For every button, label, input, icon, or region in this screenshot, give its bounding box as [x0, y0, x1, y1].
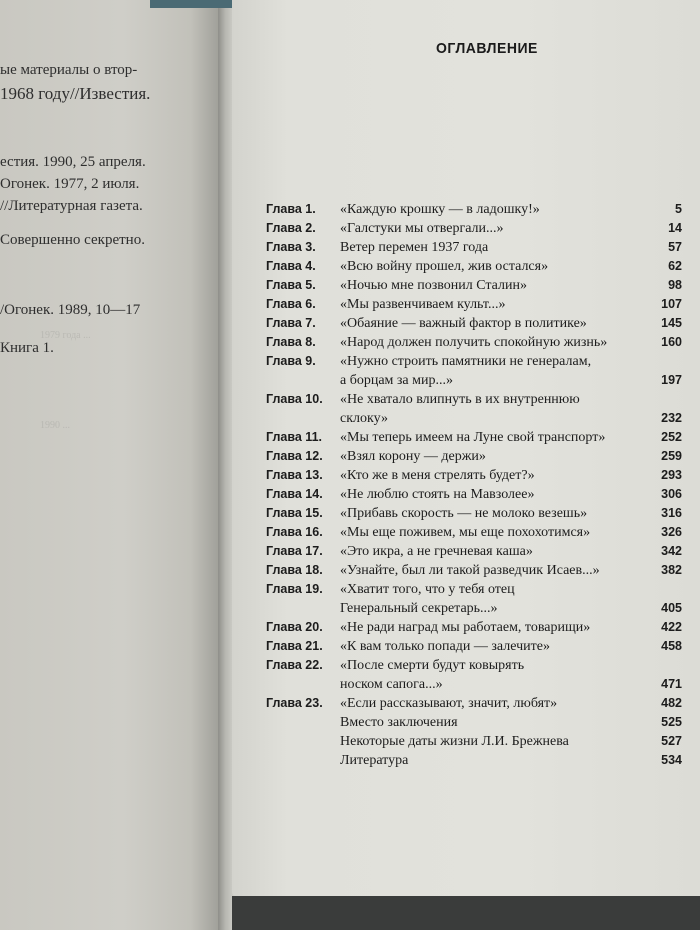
chapter-title-line: «Это икра, а не гречневая каша»: [340, 544, 533, 559]
chapter-title-line: «Не люблю стоять на Мавзолее»: [340, 487, 535, 502]
toc-entry: [266, 580, 682, 618]
chapter-title-line: «Каждую крошку — в ладошку!»: [340, 202, 540, 217]
chapter-title-line: «Обаяние — важный фактор в политике»: [340, 316, 587, 331]
chapter-title: [340, 656, 640, 694]
page-number: 527: [661, 734, 682, 748]
chapter-number: Глава 14.: [266, 487, 323, 501]
toc-entry: [266, 637, 682, 656]
chapter-title-line: «Народ должен получить спокойную жизнь»: [340, 335, 608, 350]
toc-entry: [266, 428, 682, 447]
chapter-number: Глава 8.: [266, 335, 316, 349]
chapter-number: Глава 1.: [266, 202, 316, 216]
toc-entry: [266, 732, 682, 751]
toc-entry: [266, 561, 682, 580]
page-number: 293: [661, 468, 682, 482]
chapter-number: Глава 10.: [266, 392, 323, 406]
chapter-title-line: «Не хватало влипнуть в их внутреннюю: [340, 392, 580, 407]
chapter-title: [340, 257, 640, 276]
chapter-number: Глава 3.: [266, 240, 316, 254]
toc-entry: [266, 200, 682, 219]
page-number: 471: [661, 677, 682, 691]
chapter-title: [340, 523, 640, 542]
chapter-title: [340, 314, 640, 333]
page-number: 160: [661, 335, 682, 349]
chapter-number: Глава 20.: [266, 620, 323, 634]
chapter-number: Глава 22.: [266, 658, 323, 672]
chapter-title-line: «Мы развенчиваем культ...»: [340, 297, 506, 312]
chapter-title: [340, 485, 640, 504]
chapter-title-line: Ветер перемен 1937 года: [340, 240, 489, 255]
page-number: 306: [661, 487, 682, 501]
left-page-line: Совершенно секретно.: [0, 232, 145, 248]
chapter-title: [340, 694, 640, 713]
toc-entry: [266, 694, 682, 713]
page-number: 382: [661, 563, 682, 577]
page-number: 197: [661, 373, 682, 387]
chapter-title: [340, 637, 640, 656]
chapter-number: Глава 16.: [266, 525, 323, 539]
chapter-title-line: Некоторые даты жизни Л.И. Брежнева: [340, 734, 569, 749]
chapter-title-line: склоку»: [340, 411, 388, 426]
chapter-title: [340, 466, 640, 485]
left-page-line: ые материалы о втор-: [0, 62, 138, 78]
page-number: 422: [661, 620, 682, 634]
page-number: 145: [661, 316, 682, 330]
page-number: 458: [661, 639, 682, 653]
page-number: 14: [668, 221, 682, 235]
chapter-number: Глава 19.: [266, 582, 323, 596]
chapter-title-line: «Хватит того, что у тебя отец: [340, 582, 515, 597]
chapter-title-line: Вместо заключения: [340, 715, 458, 730]
chapter-title-line: «Если рассказывают, значит, любят»: [340, 696, 558, 711]
toc-entry: [266, 523, 682, 542]
chapter-title-line: «Мы теперь имеем на Луне свой транспорт»: [340, 430, 606, 445]
chapter-title: [340, 732, 640, 751]
chapter-title-line: Литература: [340, 753, 409, 768]
page-number: 57: [668, 240, 682, 254]
chapter-title-line: а борцам за мир...»: [340, 373, 453, 388]
chapter-title: [340, 618, 640, 637]
chapter-title: [340, 542, 640, 561]
page-number: 259: [661, 449, 682, 463]
page-number: 5: [675, 202, 682, 216]
chapter-number: Глава 9.: [266, 354, 316, 368]
left-page-line: Огонек. 1977, 2 июля.: [0, 176, 140, 192]
chapter-title-line: «Ночью мне позвонил Сталин»: [340, 278, 527, 293]
chapter-number: Глава 18.: [266, 563, 323, 577]
chapter-title: [340, 390, 640, 428]
page-title: ОГЛАВЛЕНИЕ: [436, 39, 538, 57]
toc-entry: [266, 295, 682, 314]
chapter-title-line: «Прибавь скорость — не молоко везешь»: [340, 506, 588, 521]
left-page-line: //Литературная газета.: [0, 198, 143, 214]
chapter-number: Глава 13.: [266, 468, 323, 482]
toc-entry: [266, 352, 682, 390]
page-number: 252: [661, 430, 682, 444]
chapter-number: Глава 6.: [266, 297, 316, 311]
chapter-title-line: «Взял корону — держи»: [340, 449, 486, 464]
chapter-title-line: «Не ради наград мы работаем, товарищи»: [340, 620, 591, 635]
page-number: 107: [661, 297, 682, 311]
chapter-title-line: «Галстуки мы отвергали...»: [340, 221, 504, 236]
page-number: 342: [661, 544, 682, 558]
toc-entry: [266, 466, 682, 485]
toc-entry: [266, 751, 682, 770]
chapter-title: [340, 352, 640, 390]
chapter-title-line: «После смерти будут ковырять: [340, 658, 525, 673]
toc-entry: [266, 219, 682, 238]
chapter-number: Глава 17.: [266, 544, 323, 558]
chapter-title: [340, 751, 640, 770]
toc-entry: [266, 542, 682, 561]
chapter-title: [340, 200, 640, 219]
chapter-title: [340, 561, 640, 580]
left-page-line: Книга 1.: [0, 340, 54, 356]
chapter-title-line: «Кто же в меня стрелять будет?»: [340, 468, 535, 483]
page-number: 62: [668, 259, 682, 273]
toc-entry: [266, 257, 682, 276]
toc-entry: [266, 656, 682, 694]
chapter-title-line: «К вам только попади — залечите»: [340, 639, 550, 654]
chapter-number: Глава 4.: [266, 259, 316, 273]
chapter-title-line: «Мы еще поживем, мы еще похохотимся»: [340, 525, 591, 540]
chapter-title: [340, 580, 640, 618]
chapter-title: [340, 219, 640, 238]
toc-entry: [266, 618, 682, 637]
chapter-title: [340, 504, 640, 523]
chapter-number: Глава 5.: [266, 278, 316, 292]
chapter-title: [340, 713, 640, 732]
chapter-title: [340, 295, 640, 314]
page-number: 98: [668, 278, 682, 292]
left-page-line: /Огонек. 1989, 10—17: [0, 302, 141, 318]
toc-entry: [266, 314, 682, 333]
chapter-title: [340, 428, 640, 447]
chapter-title: [340, 238, 640, 257]
left-page-line: естия. 1990, 25 апреля.: [0, 154, 146, 170]
chapter-number: Глава 15.: [266, 506, 323, 520]
background-strip: [150, 0, 240, 8]
chapter-title-line: «Всю войну прошел, жив остался»: [340, 259, 549, 274]
toc-entry: [266, 504, 682, 523]
chapter-number: Глава 12.: [266, 449, 323, 463]
toc-entry: [266, 447, 682, 466]
chapter-title: [340, 276, 640, 295]
left-page: 1979 года ... 1990 ... ые материалы о втор- 1968 году//Известия. естия. 1990, 25 апреля. Огонек. 1977, 2 июля. //Литературная газета. Совершенно секретно. /Огонек. 1989, 10—17 Книга 1.: [0, 0, 224, 930]
chapter-title-line: носком сапога...»: [340, 677, 443, 692]
chapter-number: Глава 11.: [266, 430, 322, 444]
toc-entry: [266, 333, 682, 352]
chapter-title: [340, 333, 640, 352]
chapter-number: Глава 2.: [266, 221, 316, 235]
page-number: 405: [661, 601, 682, 615]
left-page-line: 1968 году//Известия.: [0, 84, 151, 103]
toc-entry: [266, 485, 682, 504]
page-number: 525: [661, 715, 682, 729]
chapter-number: Глава 23.: [266, 696, 323, 710]
page-number: 316: [661, 506, 682, 520]
toc-entry: [266, 390, 682, 428]
page-number: 482: [661, 696, 682, 710]
chapter-title-line: Генеральный секретарь...»: [340, 601, 498, 616]
page-number: 232: [661, 411, 682, 425]
page-number: 326: [661, 525, 682, 539]
chapter-number: Глава 21.: [266, 639, 323, 653]
toc-entry: [266, 276, 682, 295]
background-surface: [232, 896, 700, 930]
toc-entry: [266, 238, 682, 257]
chapter-title-line: «Нужно строить памятники не генералам,: [340, 354, 592, 369]
chapter-title: [340, 447, 640, 466]
chapter-title-line: «Узнайте, был ли такой разведчик Исаев...»: [340, 563, 600, 578]
chapter-number: Глава 7.: [266, 316, 316, 330]
toc-entry: [266, 713, 682, 732]
page-number: 534: [661, 753, 682, 767]
